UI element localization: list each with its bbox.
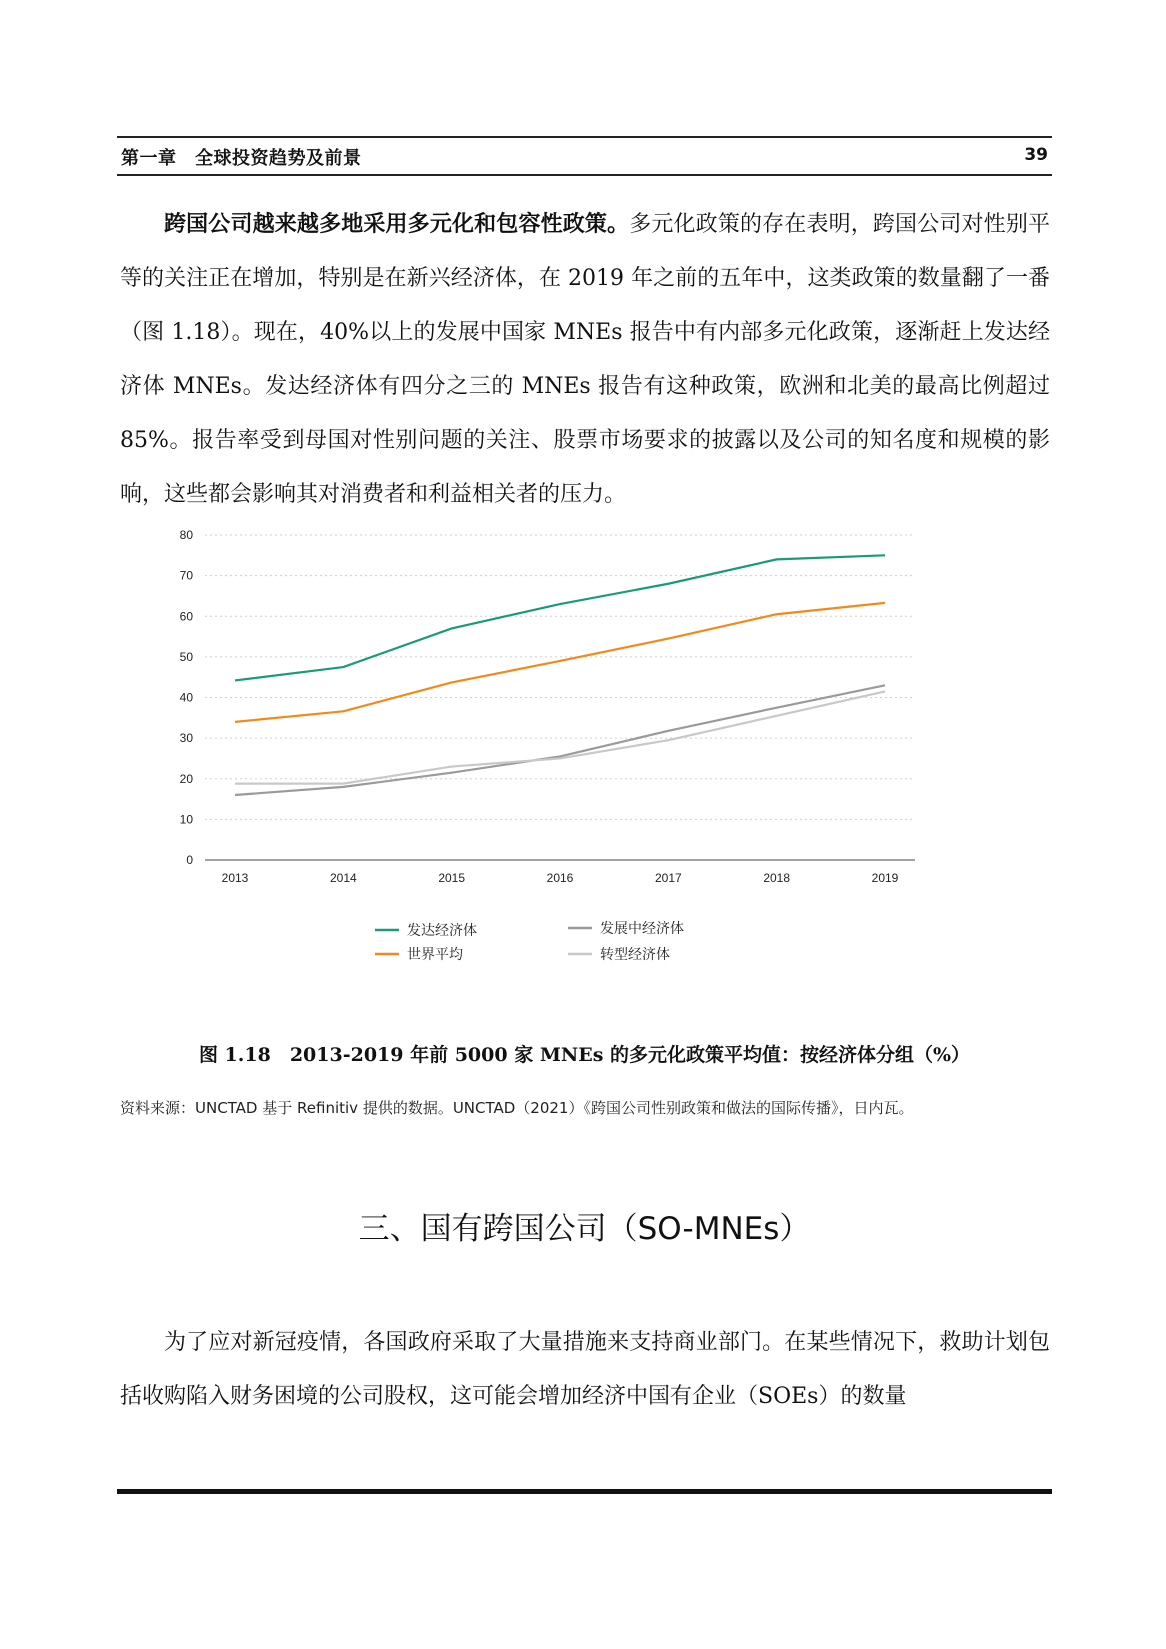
y-tick-label: 10: [179, 812, 193, 827]
y-tick-label: 70: [179, 568, 193, 583]
footer-rule: [117, 1489, 1052, 1494]
section-title: 三、国有跨国公司（SO-MNEs）: [358, 1211, 811, 1247]
y-tick-label: 50: [179, 649, 193, 664]
x-tick-label: 2016: [546, 871, 574, 885]
chapter-title: 第一章 全球投资趋势及前景: [121, 148, 362, 169]
x-tick-label: 2013: [221, 871, 249, 885]
y-tick-label: 60: [179, 609, 193, 624]
y-tick-label: 0: [186, 853, 193, 867]
y-tick-label: 20: [179, 771, 193, 786]
x-tick-label: 2018: [763, 871, 791, 885]
figure-source: 资料来源：UNCTAD 基于 Refinitiv 提供的数据。UNCTAD（2021）《跨国公司性别政策和做法的国际传播》，日内瓦。: [120, 1099, 914, 1117]
line-chart: [160, 520, 940, 1000]
y-tick-label: 80: [179, 528, 193, 542]
paragraph-soe: [120, 1316, 1050, 1424]
legend-label: 发展中经济体: [600, 921, 684, 937]
legend-label: 世界平均: [407, 947, 463, 963]
paragraph-diversity-policies: [120, 197, 1050, 522]
x-tick-label: 2014: [329, 871, 357, 885]
legend-label: 发达经济体: [407, 923, 477, 939]
y-tick-label: 40: [179, 690, 193, 705]
x-tick-label: 2015: [438, 871, 466, 885]
paragraph-lead: 跨国公司越来越多地采用多元化和包容性政策。: [164, 211, 630, 237]
legend-label: 转型经济体: [600, 947, 670, 963]
x-tick-label: 2019: [871, 871, 899, 885]
page-number: 39: [1024, 145, 1048, 165]
paragraph-body: 多元化政策的存在表明，跨国公司对性别平等的关注正在增加，特别是在新兴经济体，在 2019 年之前的五年中，这类政策的数量翻了一番（图 1.18）。现在，40%以上的发展中国家 MNEs 报告中有内部多元化政策，逐渐赶上发达经济体 MNEs。发达经济体有四分之三的 MNEs 报告有这种政策，欧洲和北美的最高比例超过 85%。报告率受到母国对性别问题的关注、股票市场要求的披露以及公司的知名度和规模的影响，这些都会影响其对消费者和利益相关者的压力。: [120, 212, 1050, 507]
y-tick-label: 30: [179, 731, 193, 746]
figure-caption: 图 1.18 2013-2019 年前 5000 家 MNEs 的多元化政策平均值：按经济体分组（%）: [198, 1044, 971, 1066]
x-tick-label: 2017: [654, 871, 682, 885]
paragraph-body: 为了应对新冠疫情，各国政府采取了大量措施来支持商业部门。在某些情况下，救助计划包括收购陷入财务困境的公司股权，这可能会增加经济中国有企业（SOEs）的数量: [120, 1330, 1050, 1409]
series-line: [235, 603, 885, 722]
running-header: [117, 136, 1052, 176]
